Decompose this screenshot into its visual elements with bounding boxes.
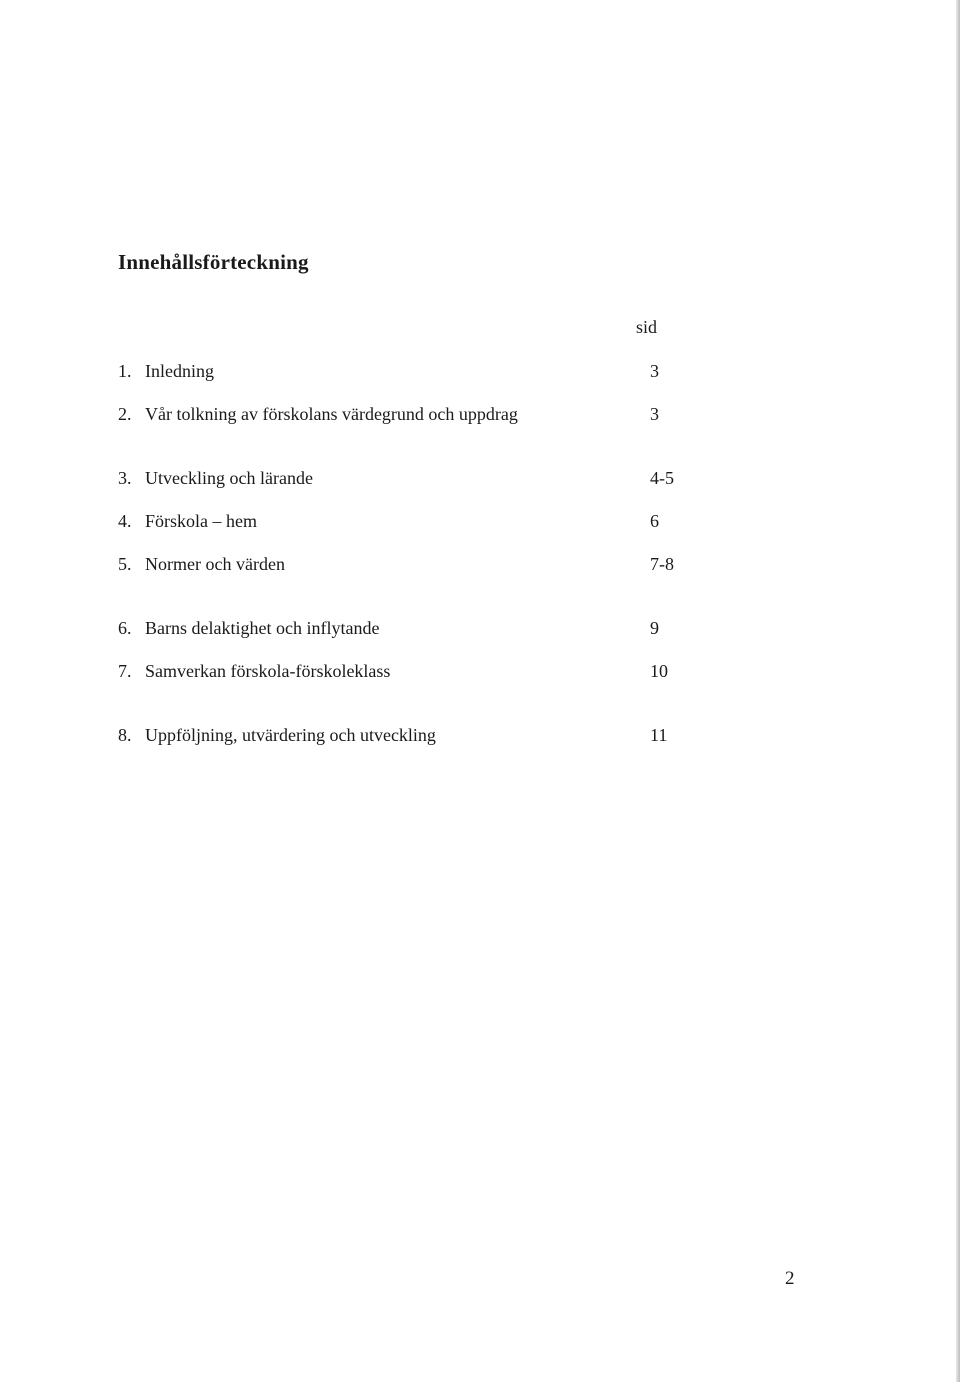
toc-entry-label: Vår tolkning av förskolans värdegrund och uppdrag	[145, 404, 518, 424]
toc-entry-number: 7.	[118, 661, 132, 681]
toc-entry-label: Uppföljning, utvärdering och utveckling	[145, 725, 436, 745]
scan-edge	[956, 0, 960, 1382]
toc-entry-label: Samverkan förskola-förskoleklass	[145, 661, 391, 681]
toc-entry-page: 11	[650, 725, 668, 745]
toc-entry-page: 10	[650, 661, 668, 681]
toc-entry-page: 3	[650, 404, 659, 424]
toc-entry-label: Barns delaktighet och inflytande	[145, 618, 380, 638]
toc-entry-number: 2.	[118, 404, 132, 424]
toc-entry-number: 1.	[118, 361, 132, 381]
toc-entry-number: 6.	[118, 618, 132, 638]
toc-entry-page: 9	[650, 618, 659, 638]
toc-entry-label: Förskola – hem	[145, 511, 257, 531]
toc-entry-page: 7-8	[650, 554, 674, 574]
toc-entry-number: 4.	[118, 511, 132, 531]
toc-entry-page: 4-5	[650, 468, 674, 488]
toc-entry-label: Utveckling och lärande	[145, 468, 313, 488]
page-number: 2	[785, 1268, 795, 1289]
toc-entry-page: 6	[650, 511, 659, 531]
page-column-header: sid	[636, 317, 658, 337]
toc-entry-label: Inledning	[145, 361, 214, 381]
toc-entry-label: Normer och värden	[145, 554, 285, 574]
toc-entry-page: 3	[650, 361, 659, 381]
page-title: Innehållsförteckning	[118, 250, 309, 274]
toc-entry-number: 8.	[118, 725, 132, 745]
toc-entry-number: 5.	[118, 554, 132, 574]
toc-entry-number: 3.	[118, 468, 132, 488]
